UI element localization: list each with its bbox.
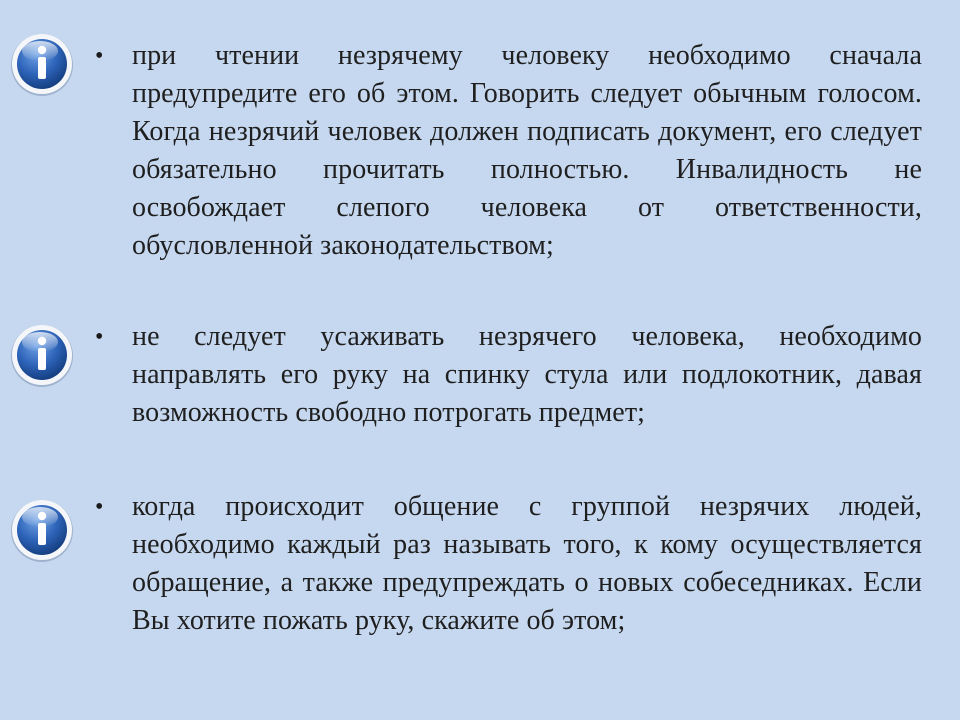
- list-item-text: не следует усаживать незрячего человека, необходимо направлять его руку на спинку стула или подлокотник, давая возможность свободно потрогать предмет;: [132, 321, 922, 428]
- info-icon: [9, 31, 75, 97]
- list-item-text: при чтении незрячему человеку необходимо сначала предупредите его об этом. Говорить следует обычным голосом. Когда незрячий человек должен подписать документ, его следует обязательно прочитать полностью. Инвалидность не освобождает слепого человека от ответственности, обусловленной законодательством;: [132, 40, 922, 261]
- bullet-marker: •: [95, 494, 104, 520]
- info-icon-graphic: [9, 322, 75, 388]
- list-item-text: когда происходит общение с группой незрячих людей, необходимо каждый раз называть того, к кому осуществляется обращение, а также предупреждать о новых собеседниках. Если Вы хотите пожать руку, скажите об этом;: [132, 491, 922, 636]
- info-icon-graphic: [9, 497, 75, 563]
- list-item: [95, 37, 925, 265]
- bullet-marker: •: [95, 324, 104, 350]
- list-item: [95, 318, 925, 432]
- list-item: [95, 488, 925, 640]
- info-icon-graphic: [9, 31, 75, 97]
- bullet-marker: •: [95, 43, 104, 69]
- info-icon: [9, 322, 75, 388]
- info-icon: [9, 497, 75, 563]
